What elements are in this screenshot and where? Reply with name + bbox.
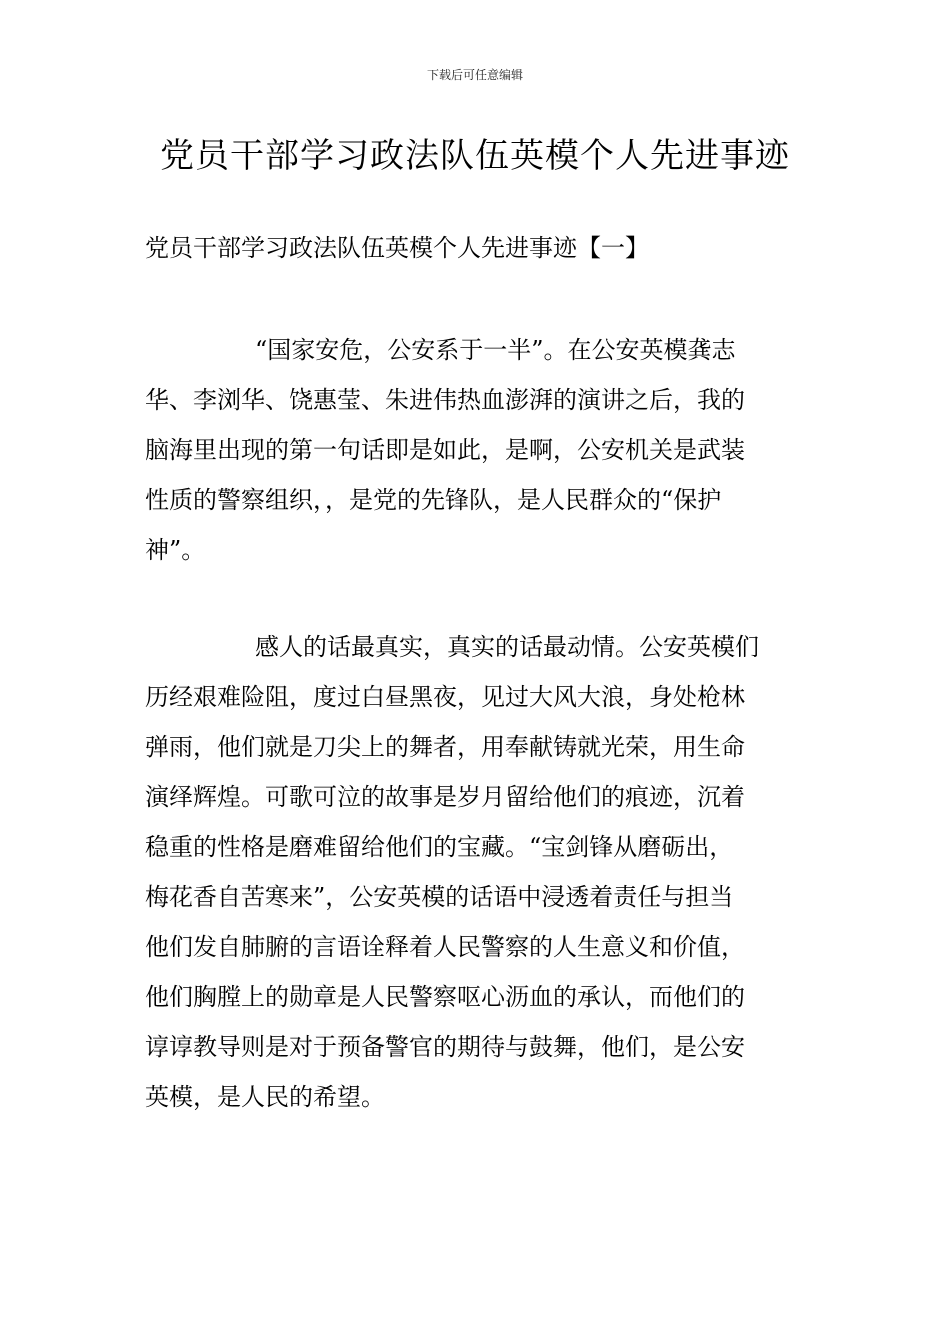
paragraph-line: 他们胸膛上的勋章是人民警察呕心沥血的承认，而他们的 (145, 983, 745, 1011)
paragraph-line: “国家安危，公安系于一半”。在公安英模龚志 (255, 336, 736, 364)
paragraph-line: 华、李浏华、饶惠莹、朱进伟热血澎湃的演讲之后，我的 (145, 386, 745, 414)
paragraph-line: 梅花香自苦寒来”，公安英模的话语中浸透着责任与担当 (145, 883, 734, 911)
paragraph-line: 脑海里出现的第一句话即是如此，是啊，公安机关是武装 (145, 436, 745, 464)
paragraph-line: 弹雨，他们就是刀尖上的舞者，用奉献铸就光荣，用生命 (145, 733, 745, 761)
paragraph-line: 他们发自肺腑的言语诠释着人民警察的人生意义和价值， (145, 933, 745, 961)
section-subtitle: 党员干部学习政法队伍英模个人先进事迹【一】 (145, 234, 649, 262)
paragraph-line: 演绎辉煌。可歌可泣的故事是岁月留给他们的痕迹，沉着 (145, 783, 745, 811)
paragraph-2 (145, 622, 813, 1122)
header-note: 下载后可任意编辑 (426, 68, 523, 82)
paragraph-line: 神”。 (145, 536, 206, 564)
paragraph-line: 性质的警察组织，，是党的先锋队，是人民群众的“保护 (145, 486, 722, 514)
page-title: 党员干部学习政法队伍英模个人先进事迹 (160, 136, 790, 176)
paragraph-line: 历经艰难险阻，度过白昼黑夜，见过大风大浪，身处枪林 (145, 683, 745, 711)
paragraph-line: 感人的话最真实，真实的话最动情。公安英模们 (255, 633, 759, 661)
paragraph-line: 稳重的性格是磨难留给他们的宝藏。“宝剑锋从磨砺出， (145, 833, 734, 861)
paragraph-line: 谆谆教导则是对于预备警官的期待与鼓舞，他们，是公安 (145, 1033, 745, 1061)
paragraph-line: 英模，是人民的希望。 (145, 1083, 385, 1111)
paragraph-1 (145, 325, 813, 575)
